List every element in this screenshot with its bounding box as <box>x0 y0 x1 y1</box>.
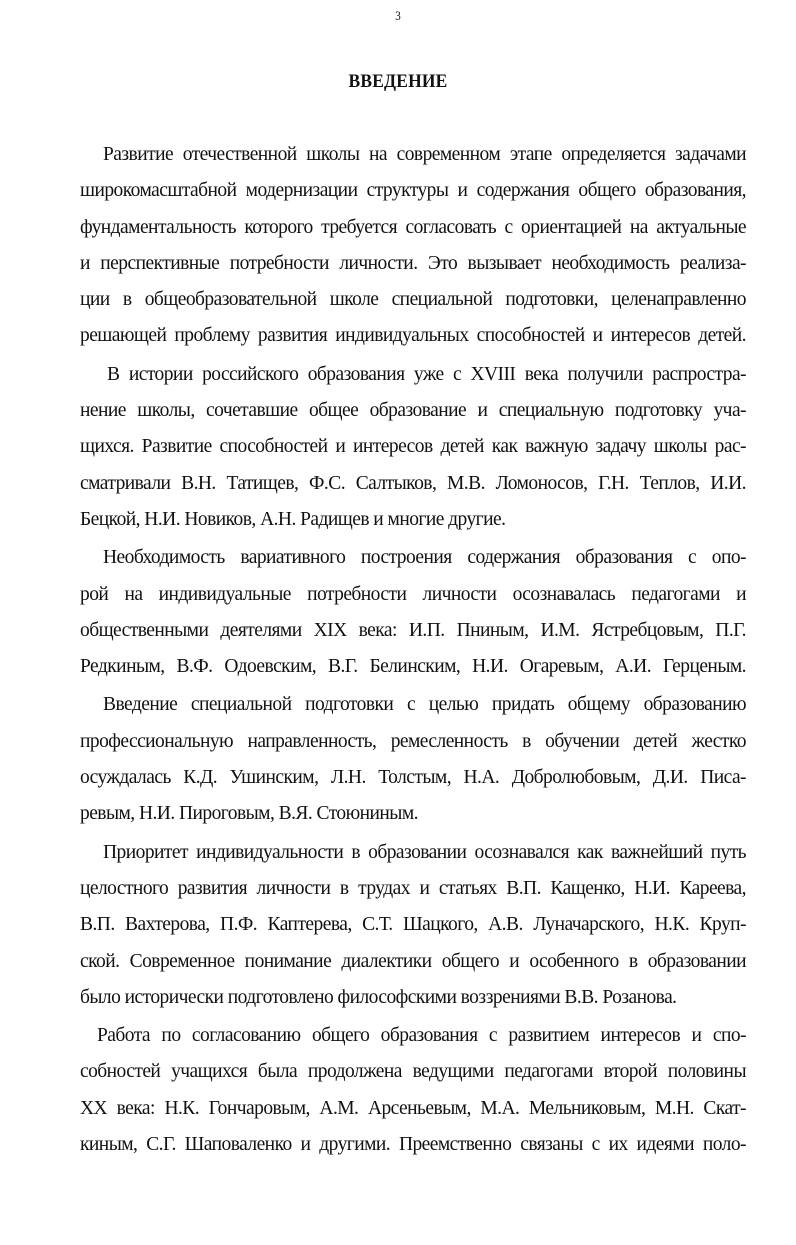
text-line: Введение специальной подготовки с целью придать общему образованию <box>103 694 746 716</box>
text-line: сматривали В.Н. Татищев, Ф.С. Салтыков, М.В. Ломоносов, Г.Н. Теплов, И.И. <box>80 472 746 494</box>
text-line: ции в общеобразовательной школе специальной подготовки, целенаправленно <box>80 289 746 311</box>
text-line: осуждалась К.Д. Ушинским, Л.Н. Толстым, Н.А. Добролюбовым, Д.И. Писа- <box>80 767 746 789</box>
document-body <box>80 137 746 1163</box>
text-line: было исторически подготовлено философскими воззрениями В.В. Розанова. <box>80 986 677 1008</box>
text-line: и перспективные потребности личности. Это вызывает необходимость реализа- <box>80 252 746 274</box>
page-number: 3 <box>395 8 401 23</box>
paragraph-3 <box>80 540 746 685</box>
paragraph-2 <box>80 357 746 538</box>
text-line: Развитие отечественной школы на современном этапе определяется задачами <box>103 144 746 165</box>
text-line: ревым, Н.И. Пироговым, В.Я. Стоюниным. <box>80 803 418 825</box>
text-line: В.П. Вахтерова, П.Ф. Каптерева, С.Т. Шацкого, А.В. Луначарского, Н.К. Круп- <box>80 914 746 936</box>
paragraph-1 <box>80 137 746 355</box>
text-line: профессиональную направленность, ремесленность в обучении детей жестко <box>80 730 746 752</box>
text-line: Работа по согласованию общего образования с развитием интересов и спо- <box>97 1025 746 1047</box>
section-heading: ВВЕДЕНИЕ <box>348 71 448 92</box>
text-line: ской. Современное понимание диалектики общего и особенного в образовании <box>80 950 746 972</box>
text-line: нение школы, сочетавшие общее образование и специальную подготовку уча- <box>80 400 746 422</box>
text-line: рой на индивидуальные потребности личности осознавалась педагогами и <box>80 583 746 605</box>
text-line: целостного развития личности в трудах и статьях В.П. Кащенко, Н.И. Кареева, <box>80 877 746 899</box>
text-line: XX века: Н.К. Гончаровым, А.М. Арсеньевым, М.А. Мельниковым, М.Н. Скат- <box>80 1097 746 1119</box>
text-line: Редкиным, В.Ф. Одоевским, В.Г. Белинским, Н.И. Огаревым, А.И. Герценым. <box>80 656 746 678</box>
text-line: Приоритет индивидуальности в образовании осознавался как важнейший путь <box>103 841 746 863</box>
text-line: собностей учащихся была продолжена ведущими педагогами второй половины <box>80 1061 746 1083</box>
text-line: общественными деятелями XIX века: И.П. Пниным, И.М. Ястребцовым, П.Г. <box>80 619 746 641</box>
paragraph-6 <box>80 1018 746 1163</box>
text-line: Бецкой, Н.И. Новиков, А.Н. Радищев и многие другие. <box>80 508 506 530</box>
paragraph-4 <box>80 687 746 832</box>
text-line: киным, С.Г. Шаповаленко и другими. Преемственно связаны с их идеями поло- <box>80 1134 746 1156</box>
text-line: широкомасштабной модернизации структуры и содержания общего образования, <box>80 180 746 202</box>
paragraph-5 <box>80 835 746 1016</box>
text-line: щихся. Развитие способностей и интересов детей как важную задачу школы рас- <box>80 436 746 458</box>
text-line: решающей проблему развития индивидуальных способностей и интересов детей. <box>80 325 746 347</box>
text-line: В истории российского образования уже с XVIII века получили распростра- <box>107 363 746 385</box>
text-line: фундаментальность которого требуется согласовать с ориентацией на актуальные <box>80 216 746 238</box>
text-line: Необходимость вариативного построения содержания образования с опо- <box>103 547 746 569</box>
